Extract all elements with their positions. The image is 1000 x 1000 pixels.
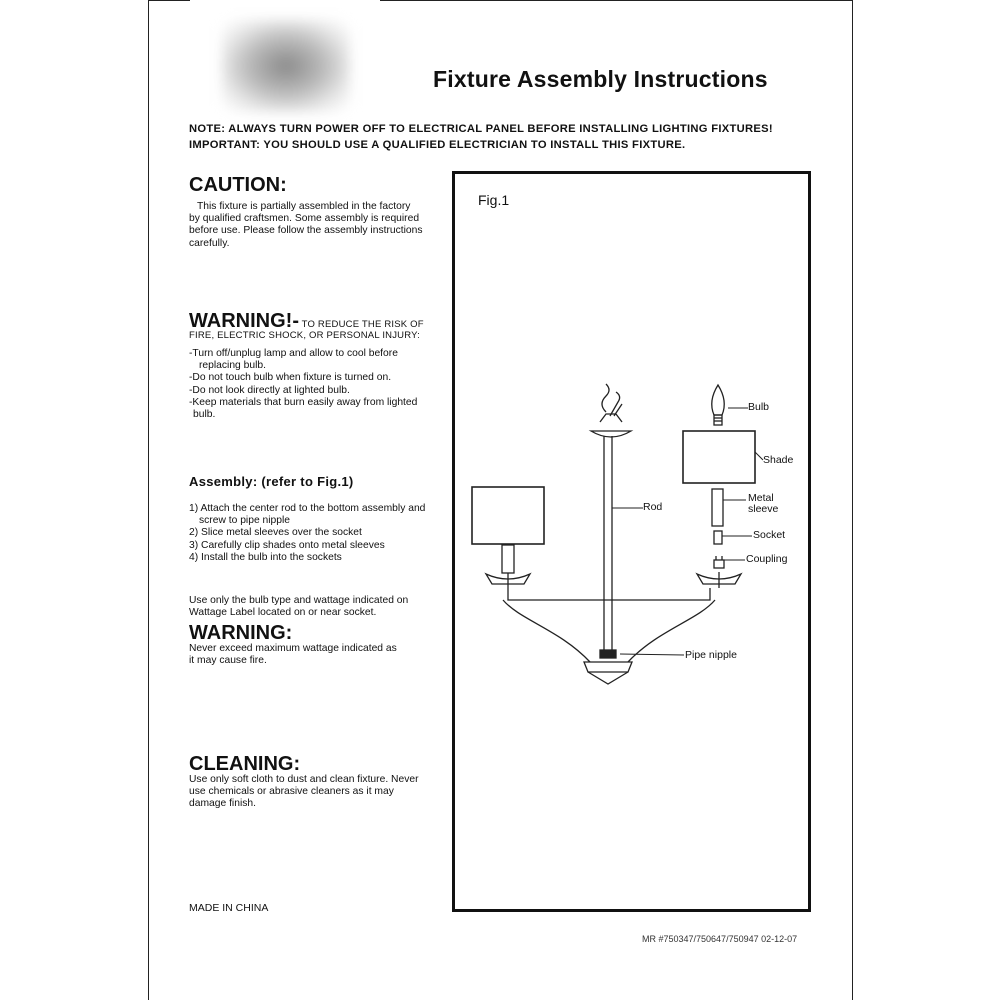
made-in-label: MADE IN CHINA (189, 902, 269, 914)
wattage-warning-heading: WARNING: (189, 622, 293, 644)
wattage-warning-line: Never exceed maximum wattage indicated as (189, 643, 397, 654)
warning-item: -Do not touch bulb when fixture is turned on. (189, 372, 392, 384)
left-shade-icon (472, 487, 544, 544)
rod-callout: Rod (643, 501, 663, 513)
cleaning-line: use chemicals or abrasive cleaners as it may (189, 786, 394, 798)
wattage-warning-body (189, 643, 439, 667)
power-off-note: NOTE: ALWAYS TURN POWER OFF TO ELECTRICAL PANEL BEFORE INSTALLING LIGHTING FIXTURES! (189, 123, 773, 135)
chandelier-diagram (455, 174, 808, 909)
warning-item: -Keep materials that burn easily away from lighted (189, 396, 418, 408)
blurred-logo (222, 20, 350, 112)
wattage-warning-line: it may cause fire. (189, 655, 267, 667)
page-title: Fixture Assembly Instructions (433, 66, 768, 92)
callout-leaders (612, 408, 763, 655)
bulb-callout: Bulb (748, 401, 770, 413)
top-rule-left (148, 0, 190, 1)
assembly-steps (189, 503, 439, 564)
fixture-base-icon (584, 650, 632, 684)
wattage-line: Wattage Label located on or near socket. (189, 607, 377, 619)
caution-line: carefully. (189, 237, 230, 249)
caution-line: before use. Please follow the assembly instructions (189, 225, 423, 237)
warning-item: replacing bulb. (199, 360, 266, 372)
assembly-step: 2) Slice metal sleeves over the socket (189, 527, 362, 539)
metal-callout: Metal (748, 492, 774, 504)
warning-subline-2: FIRE, ELECTRIC SHOCK, OR PERSONAL INJURY: (189, 330, 420, 341)
wattage-line: Use only the bulb type and wattage indicated on (189, 595, 409, 606)
socket-callout: Socket (753, 529, 786, 541)
left-socket-cup-icon (486, 545, 530, 588)
cleaning-heading: CLEANING: (189, 753, 301, 775)
shade-callout: Shade (763, 454, 794, 466)
figure-label: Fig.1 (478, 192, 510, 208)
warning-item: -Turn off/unplug lamp and allow to cool before (189, 348, 398, 359)
wattage-note (189, 595, 439, 619)
cleaning-line: damage finish. (189, 798, 256, 810)
cleaning-line: Use only soft cloth to dust and clean fixture. Never (189, 774, 419, 785)
caution-body (189, 201, 439, 250)
model-code: MR #750347/750647/750947 02-12-07 (642, 934, 798, 944)
coupling-icon (714, 556, 724, 568)
sleeve-callout: sleeve (748, 503, 779, 515)
assembly-step: 1) Attach the center rod to the bottom assembly and (189, 503, 426, 514)
pipe-nipple-callout: Pipe nipple (685, 649, 737, 661)
caution-line: by qualified craftsmen. Some assembly is required (189, 213, 420, 225)
assembly-heading: Assembly: (refer to Fig.1) (189, 474, 354, 489)
bulb-icon (712, 385, 725, 425)
top-rule-right (380, 0, 853, 1)
electrician-note: IMPORTANT: YOU SHOULD USE A QUALIFIED ELECTRICIAN TO INSTALL THIS FIXTURE. (189, 139, 686, 151)
warning-heading: WARNING!- (189, 310, 299, 332)
caution-heading: CAUTION: (189, 174, 287, 196)
center-candle-icon (591, 384, 631, 650)
warning-subline: TO REDUCE THE RISK OF (298, 319, 424, 330)
socket-icon (714, 531, 722, 544)
assembly-step: 4) Install the bulb into the sockets (189, 551, 342, 563)
right-socket-cup-icon (697, 572, 741, 588)
caution-line: This fixture is partially assembled in the factory (197, 201, 411, 212)
coupling-callout: Coupling (746, 553, 788, 565)
shade-icon (683, 431, 755, 483)
cleaning-body (189, 774, 439, 811)
assembly-step: screw to pipe nipple (199, 515, 291, 527)
assembly-step: 3) Carefully clip shades onto metal sleeves (189, 539, 385, 551)
warning-item: -Do not look directly at lighted bulb. (189, 384, 350, 396)
warning-list (189, 348, 439, 421)
warning-item: bulb. (193, 409, 216, 421)
metal-sleeve-icon (712, 489, 723, 526)
